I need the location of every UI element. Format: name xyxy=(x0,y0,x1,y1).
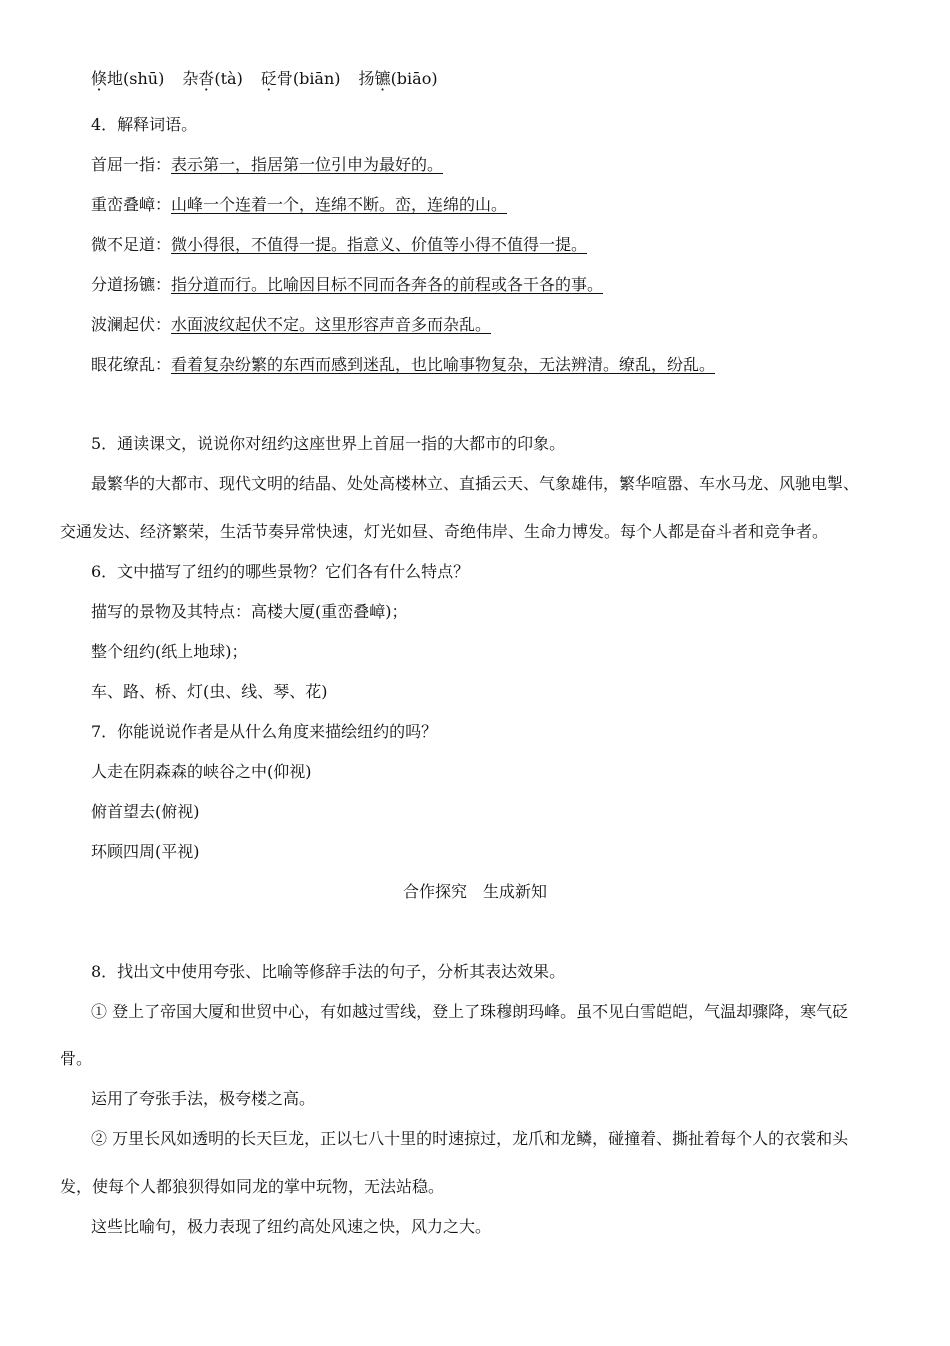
pinyin-word-rest: 骨(biān) xyxy=(276,69,341,88)
example-sentence: ② 万里长风如透明的长天巨龙，正以七八十里的时速掠过，龙爪和龙鳞，碰撞着、撕扯着每个人的衣裳和头 xyxy=(91,1129,849,1148)
definition-text: 水面波纹起伏不定。这里形容声音多而杂乱。 xyxy=(171,315,492,334)
definition-term: 分道扬镳： xyxy=(91,275,172,294)
answer-text: 整个纽约(纸上地球)； xyxy=(91,642,248,661)
question-4-title: 4．解释词语。 xyxy=(91,115,198,134)
dotted-char: 倏 xyxy=(91,69,108,88)
dotted-char: 镳 xyxy=(374,69,391,88)
analysis-text: 这些比喻句，极力表现了纽约高处风速之快，风力之大。 xyxy=(91,1217,492,1236)
section-heading: 合作探究 生成新知 xyxy=(402,882,547,901)
question-7-title: 7．你能说说作者是从什么角度来描绘纽约的吗？ xyxy=(91,722,438,741)
answer-text: 车、路、桥、灯(虫、线、琴、花) xyxy=(91,682,328,701)
definition-text: 山峰一个连着一个，连绵不断。峦，连绵的山。 xyxy=(171,195,508,214)
definition-item xyxy=(91,234,587,256)
example-sentence: 骨。 xyxy=(60,1049,93,1068)
dotted-char: 砭 xyxy=(260,69,277,88)
question-8-title: 8．找出文中使用夸张、比喻等修辞手法的句子，分析其表达效果。 xyxy=(91,962,566,981)
definition-term: 首屈一指： xyxy=(91,155,172,174)
pinyin-word-rest: 地(shū) xyxy=(107,69,165,88)
answer-text: 交通发达、经济繁荣，生活节奏异常快速，灯光如昼、奇绝伟岸、生命力博发。每个人都是奋斗者和竞争者。 xyxy=(60,522,829,541)
pinyin-line xyxy=(91,68,438,90)
definition-text: 微小得很，不值得一提。指意义、价值等小得不值得一提。 xyxy=(171,235,588,254)
definition-item xyxy=(91,274,603,296)
definition-term: 重峦叠嶂： xyxy=(91,195,172,214)
pinyin-word-rest: (tà) xyxy=(214,69,243,88)
dotted-char: 沓 xyxy=(198,69,215,88)
definition-item xyxy=(91,154,443,176)
definition-item xyxy=(91,314,491,336)
definition-text: 指分道而行。比喻因目标不同而各奔各的前程或各干各的事。 xyxy=(171,275,604,294)
answer-text: 描写的景物及其特点：高楼大厦(重峦叠嶂)； xyxy=(91,602,408,621)
example-sentence: 发，使每个人都狼狈得如同龙的掌中玩物，无法站稳。 xyxy=(60,1177,445,1196)
definition-text: 看着复杂纷繁的东西而感到迷乱，也比喻事物复杂，无法辨清。缭乱，纷乱。 xyxy=(171,355,716,374)
pinyin-word-rest: (biāo) xyxy=(390,69,438,88)
answer-text: 环顾四周(平视) xyxy=(91,842,200,861)
question-6-title: 6．文中描写了纽约的哪些景物？它们各有什么特点？ xyxy=(91,562,470,581)
definition-item xyxy=(91,354,715,376)
analysis-text: 运用了夸张手法，极夸楼之高。 xyxy=(91,1089,316,1108)
answer-text: 最繁华的大都市、现代文明的结晶、处处高楼林立、直插云天、气象雄伟，繁华喧嚣、车水马龙、风驰电掣、 xyxy=(91,474,860,493)
answer-text: 俯首望去(俯视) xyxy=(91,802,200,821)
example-sentence: ① 登上了帝国大厦和世贸中心，有如越过雪线，登上了珠穆朗玛峰。虽不见白雪皑皑，气温却骤降，寒气砭 xyxy=(91,1002,849,1021)
definition-term: 波澜起伏： xyxy=(91,315,172,334)
pinyin-word-prefix: 杂 xyxy=(182,69,199,88)
definition-item xyxy=(91,194,507,216)
definition-text: 表示第一，指居第一位引申为最好的。 xyxy=(171,155,444,174)
answer-text: 人走在阴森森的峡谷之中(仰视) xyxy=(91,762,312,781)
pinyin-word-prefix: 扬 xyxy=(358,69,375,88)
definition-term: 微不足道： xyxy=(91,235,172,254)
question-5-title: 5．通读课文，说说你对纽约这座世界上首屈一指的大都市的印象。 xyxy=(91,434,566,453)
definition-term: 眼花缭乱： xyxy=(91,355,172,374)
